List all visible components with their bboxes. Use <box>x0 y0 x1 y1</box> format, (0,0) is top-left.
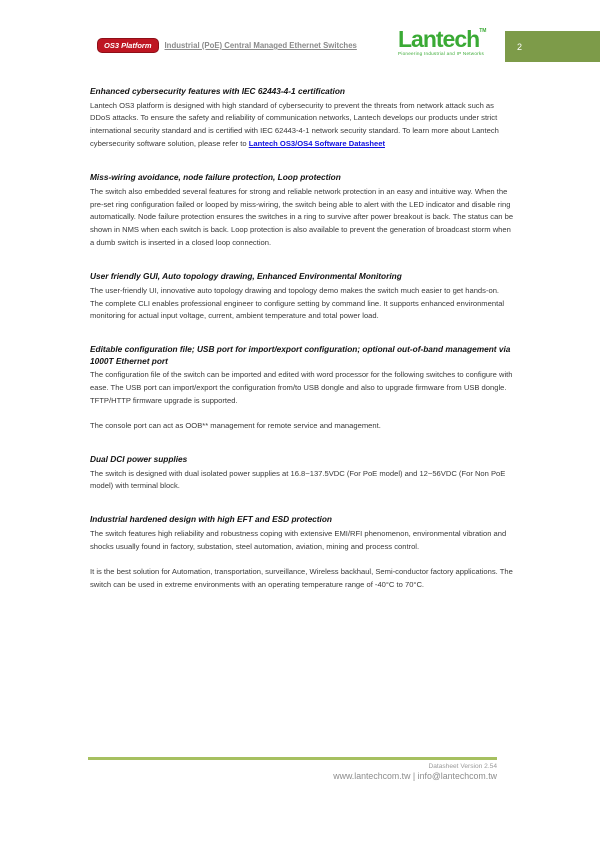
lantech-logo <box>398 28 494 57</box>
paragraph-text: The console port can act as OOB** management for remote service and management. <box>90 421 381 431</box>
section-heading: Dual DCI power supplies <box>90 454 188 464</box>
section <box>90 86 514 151</box>
section-paragraph <box>90 100 514 152</box>
section-body <box>90 100 514 152</box>
paragraph-text: The switch also embedded several features for strong and reliable network protection in an easy and intuitive way. When the pre-set ring configuration failed or looped by miss-wiring, the switch being able to alert with the LED indicator and disable ring automatically. Node failure protection ensures the switches in a ring to survive after power breakout is back. The status can be shown in NMS when each switch is back. Loop protection is also available to prevent the generation of broadcast storm when a dumb switch is inserted in a closed loop connection. <box>90 186 514 248</box>
section-body <box>90 468 514 494</box>
os3-platform-badge: OS3 Platform <box>97 38 159 53</box>
page-number-badge <box>505 31 600 62</box>
section-heading: Industrial hardened design with high EFT and ESD protection <box>90 514 333 525</box>
page-footer <box>88 757 497 781</box>
section-body <box>90 528 514 592</box>
section-paragraph <box>90 285 514 324</box>
paragraph-text: The user-friendly UI, innovative auto topology drawing and topology demo makes the switch much easier to get hands-on. The complete CLI enables professional engineer to configure setting by command line. It supports enhanced environmental monitoring for actual input voltage, current, ambient temperature and total power load. <box>90 285 505 321</box>
section-heading: Editable configuration file; USB port for import/export configuration; optional out-of-band management via 1000T Ethernet port <box>90 344 511 366</box>
footer-contact: www.lantechcom.tw | info@lantechcom.tw <box>333 770 497 781</box>
paragraph-text: The switch is designed with dual isolated power supplies at 16.8~137.5VDC (For PoE model) and 12~56VDC (For Non PoE model) with terminal block. <box>90 468 506 491</box>
section-body <box>90 369 514 433</box>
logo-wordmark: Lantech <box>398 26 480 52</box>
section-paragraph <box>90 369 514 408</box>
header-left <box>97 38 357 53</box>
section <box>90 271 514 323</box>
section-heading: Miss-wiring avoidance, node failure protection, Loop protection <box>90 172 341 183</box>
section <box>90 172 514 250</box>
sections <box>90 86 514 612</box>
paragraph-text: The configuration file of the switch can be imported and edited with word processor for the following switches to configure with ease. The USB port can import/export the configuration from/to USB dongle and also to upgrade firmware from USB dongle. TFTP/HTTP firmware upgrade is supported. <box>90 370 513 406</box>
paragraph-text: Lantech OS3 platform is designed with high standard of cybersecurity to prevent the threats from network attack such as DDoS attacks. To ensure the safety and reliability of communication networks, Lantech develops our products under strict international security standard and is certified with IEC 62443-4-1 network security standard. To learn more about Lantech cybersecurity software solution, please refer to <box>90 100 499 149</box>
section-paragraph <box>90 528 514 554</box>
section-paragraph <box>90 186 514 251</box>
section-paragraph <box>90 566 514 592</box>
footer-divider <box>88 757 497 760</box>
document-title: Industrial (PoE) Central Managed Ethernet Switches <box>164 41 357 50</box>
section-paragraph <box>90 420 514 433</box>
section-body <box>90 186 514 251</box>
section <box>90 514 514 591</box>
logo-tagline: Pioneering Industrial and IP Networks <box>398 51 485 56</box>
section-body <box>90 285 514 324</box>
trademark-symbol: TM <box>479 28 487 34</box>
datasheet-version: Datasheet Version 2.54 <box>428 762 497 770</box>
paragraph-text: The switch features high reliability and robustness coping with extensive EMI/RFI phenomenon, environmental vibration and shocks usually found in factory, substation, steel automation, aviation, mining and process control. <box>90 528 507 551</box>
section <box>90 344 514 433</box>
section-heading: Enhanced cybersecurity features with IEC 62443-4-1 certification <box>90 86 345 96</box>
section <box>90 454 514 493</box>
paragraph-text: It is the best solution for Automation, transportation, surveillance, Wireless backhaul, Semi-conductor factory applications. The switch can be used in extreme environments with an operating temperature range of -40°C to 70°C. <box>90 566 513 589</box>
software-datasheet-link[interactable]: Lantech OS3/OS4 Software Datasheet <box>248 139 386 149</box>
page-header <box>0 0 600 70</box>
section-paragraph <box>90 468 514 494</box>
page-number: 2 <box>517 41 523 52</box>
section-heading: User friendly GUI, Auto topology drawing, Enhanced Environmental Monitoring <box>90 271 402 282</box>
